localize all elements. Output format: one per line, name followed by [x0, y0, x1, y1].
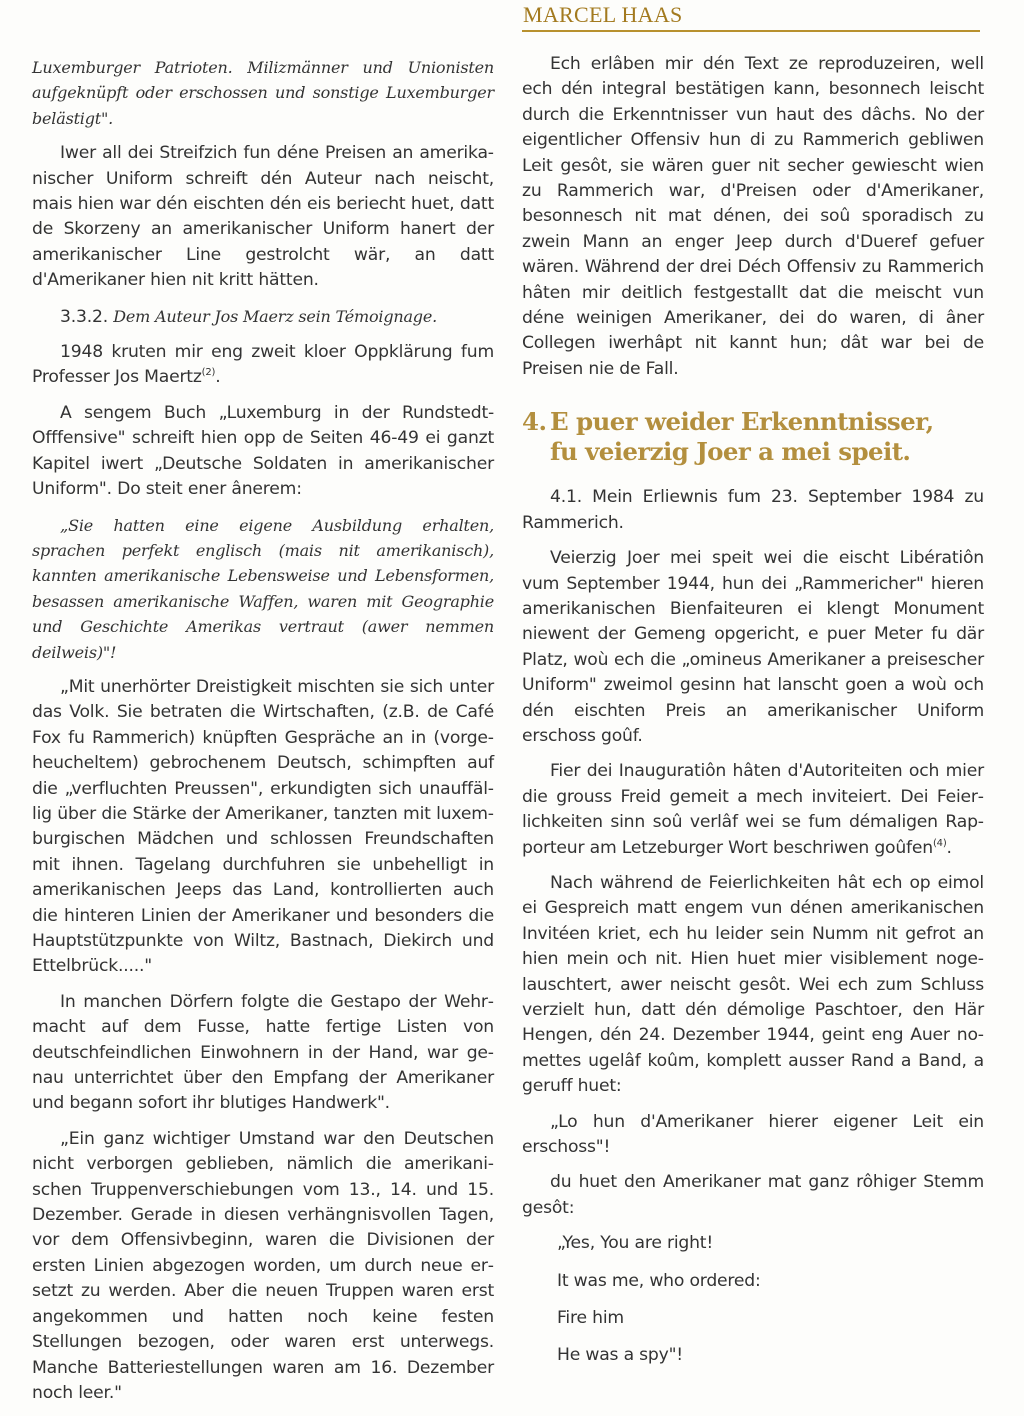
paragraph: [522, 759, 984, 861]
paragraph: Veierzig Joer mei speit wei die eischt Libératiôn vum September 1944, hun dei „Rammericher" hieren amerikanischen Bienfaiteuren ei klengt Monument niewent der Gemeng opgericht, e puer Meter fu där Platz, woù ech die „omineus Amerikaner a preisescher Uniform" zweimol gesinn hat lanscht goen a woù och dén eischten Preis an amerikanischer Uniform erschoss goûf.: [522, 548, 984, 746]
quote-line: It was me, who ordered:: [557, 1270, 761, 1291]
quote-paragraph: In manchen Dörfern folgte die Gestapo der Wehrmacht auf dem Fusse, hatte fertige Listen von deutschfeindlichen Einwohnern in der Hand, war genau unterrichtet über den Empfang der Amerikaner und begann sofort ihr blutiges Handwerk".: [32, 991, 494, 1114]
italic-quote: „Sie hatten eine eigene Ausbildung erhalten, sprachen perfekt englisch (mais nit amerikanisch), kannten amerikanische Lebensweise und Lebensformen, besassen amerikanische Waffen, waren mit Geographie und Geschichte Amerikas vertraut (awer nemmen deilweis)"!: [32, 515, 494, 662]
paragraph-end: .: [946, 837, 952, 858]
footnote-ref: (2): [201, 367, 216, 379]
paragraph-end: .: [215, 367, 221, 388]
paragraph: du huet den Amerikaner mat ganz rôhiger Stemm gesôt:: [522, 1172, 984, 1218]
subheading-4-1: 4.1. Mein Erliewnis fum 23. September 1984 zu Rammerich.: [522, 487, 984, 533]
quote-paragraph: „Ein ganz wichtiger Umstand war den Deutschen nicht verborgen geblieben, nämlich die amerikanischen Truppenverschiebungen vom 13., 14. und 15. Dezember. Gerade in diesen verhängnisvollen Tagen, vor dem Offensivbeginn, waren die Divisionen der ersten Linien abgezogen worden, um durch neue ersetzt zu werden. Aber die neuen Truppen waren erst angekommen und hatten noch keine festen Stellungen bezogen, oder waren erst unterwegs. Manche Batteriestellungen waren am 16. Dezember noch leer.": [32, 1128, 494, 1403]
quote-line: He was a spy"!: [557, 1345, 683, 1366]
subheading-number: 3.3.2.: [60, 306, 108, 327]
paragraph: [32, 340, 494, 391]
paragraph: A sengem Buch „Luxemburg in der Rundstedt-Offfensive" schreift hien opp de Seiten 46-49 ei ganzt Kapitel iwert „Deutsche Soldaten in amerikanischer Uniform". Do steit ener ânerem:: [32, 402, 494, 500]
quote-line: Fire him: [557, 1308, 624, 1329]
quote-paragraph: „Mit unerhörter Dreistigkeit mischten sie sich unter das Volk. Sie betraten die Wirtschaften, (z.B. de Café Fox fu Rammerich) knüpften Gespräche an in (vorgeheucheltem) gebrochenem Deutsch, schimpften auf die „verfluchten Preussen", erkundigten sich unauffällig über die Stärke der Amerikaner, tanzten mit luxemburgischen Mädchen und schlossen Freundschaften mit ihnen. Tagelang durchfuhren sie unbehelligt in amerikanischen Jeeps das Land, kontrollierten auch die hinteren Linien der Amerikaner und besonders die Hauptstützpunkte von Wiltz, Bastnach, Diekirch und Ettelbrück.....": [32, 676, 494, 977]
section-title-line1: E puer weider Erkenntnisser,: [550, 407, 934, 437]
quote-line: „Yes, You are right!: [557, 1233, 714, 1254]
right-column: [522, 0, 984, 1381]
paragraph-text: Fier dei Inauguratiôn hâten d'Autoriteiten och mier die grouss Freid gemeit a mech inviteiert. Dei Feierlichkeiten sinn soû verlâf wei se fum démaligen Rapporteur am Letzeburger Wort beschriwen goûfen: [522, 761, 984, 858]
author-name: MARCEL HAAS: [523, 2, 683, 27]
paragraph: Ech erlâben mir dén Text ze reproduzeiren, well ech dén integral bestätigen kann, besonnech leischt durch die Erkenntnisser vun haut des dâchs. No der eigentlicher Offensiv hun di zu Rammerich gebliwen Leit gesôt, sie wären guer nit secher gewiescht wien zu Rammerich war, d'Preisen oder d'Amerikaner, besonnesch nit mat dénen, dei soû sporadisch zu zwein Mann an enger Jeep durch d'Dueref gefuer wären. Während der drei Déch Offensiv zu Rammerich hâten mir deitlich festgestallt dat die meischt vun déne weinigen Amerikaner, dei do waren, di âner Collegen iwerhâpt nit kannt hun; dât war bei de Preisen nie de Fall.: [522, 54, 984, 379]
section-number: 4.: [522, 407, 547, 437]
paragraph-text: 1948 kruten mir eng zweit kloer Oppklärung fum Professer Jos Maertz: [32, 342, 494, 388]
italic-quote-continuation: Luxemburger Patrioten. Milizmänner und Unionisten aufgeknüpft oder erschossen und sonstige Luxemburger belästigt".: [32, 58, 494, 128]
running-head: [522, 0, 980, 32]
section-title-line2: fu veierzig Joer a mei speit.: [550, 437, 911, 467]
subheading-3-3-2: [32, 304, 494, 330]
quote: „Lo hun d'Amerikaner hierer eigener Leit ein erschoss"!: [522, 1111, 984, 1158]
paragraph: Nach während de Feierlichkeiten hât ech op eimol ei Gespreich matt engem vun dénen amerikanischen Invitéen kriet, ech hu leider sein Numm nit gefrot an hien mein och nit. Hien huet mier visiblement nogelauschtert, awer neischt gesôt. Wei ech zum Schluss verzielt hun, datt dén démolige Paschtoer, den Här Hengen, dén 24. Dezember 1944, geint eng Auer nomettes ugelâf koûm, komplett ausser Rand a Band, a geruff huet:: [522, 872, 984, 1097]
subheading-text: Dem Auteur Jos Maerz sein Témoignage.: [113, 306, 438, 326]
footnote-ref: (4): [932, 837, 947, 849]
section-heading-4: [522, 407, 984, 467]
paragraph: Iwer all dei Streifzich fun déne Preisen an amerikanischer Uniform schreift dén Auteur nach neischt, mais hien war dén eischten dén eis beriecht huet, datt de Skorzeny an amerikanischer Uniform hanert der amerikanischer Line gestrolcht wär, an datt d'Amerikaner hien nit kritt hätten.: [32, 143, 494, 291]
left-column: [32, 55, 494, 1416]
